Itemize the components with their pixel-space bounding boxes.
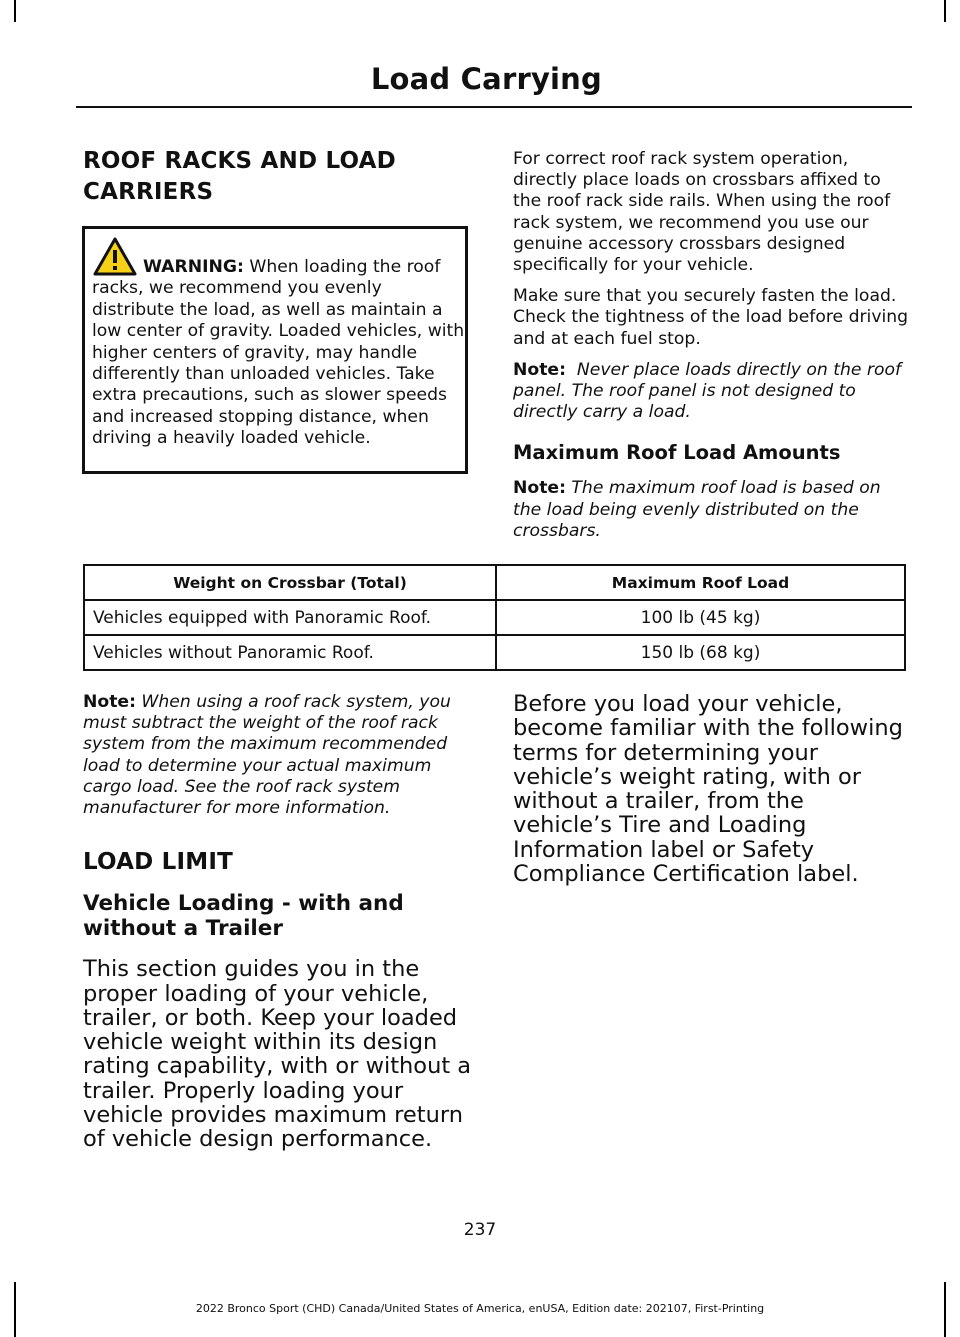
crop-mark-top-right bbox=[944, 0, 946, 22]
table-cell: Vehicles without Panoramic Roof. bbox=[84, 635, 496, 670]
note-label: Note: bbox=[83, 692, 136, 712]
paragraph-weight-terms: Before you load your vehicle, become familiar with the following terms for determining your vehicle’s weight rating, with or without a trailer, from the vehicle’s Tire and Loading Information label or Safety Compliance Certification label. bbox=[513, 691, 903, 888]
table-cell: 150 lb (68 kg) bbox=[496, 635, 905, 670]
table-cell: Vehicles equipped with Panoramic Roof. bbox=[84, 600, 496, 635]
note-text: The maximum roof load is based on the load being evenly distributed on the crossbars. bbox=[513, 478, 881, 541]
lower-right-column bbox=[513, 692, 909, 886]
subheading-max-roof-load: Maximum Roof Load Amounts bbox=[513, 441, 841, 465]
paragraph-fasten-load: Make sure that you securely fasten the load. Check the tightness of the load before driving and at each fuel stop. bbox=[513, 286, 909, 349]
warning-box bbox=[82, 226, 468, 474]
right-column-roof-racks bbox=[513, 149, 909, 542]
warning-label: WARNING: bbox=[143, 257, 244, 277]
warning-text bbox=[92, 257, 468, 450]
paragraph-crossbars: For correct roof rack system operation, directly place loads on crossbars affixed to the roof rack side rails. When using the roof rack system, we recommend you use our genuine accessory crossbars designed specifically for your vehicle. bbox=[513, 149, 891, 276]
table-header-row bbox=[84, 565, 905, 600]
note-roof-rack-weight bbox=[83, 692, 475, 819]
page-header-title: Load Carrying bbox=[370, 62, 602, 96]
section-heading-roof-racks bbox=[83, 146, 473, 208]
subheading-vehicle-loading: Vehicle Loading - with and without a Trailer bbox=[83, 891, 404, 941]
note-text: Never place loads directly on the roof panel. The roof panel is not designed to directly carry a load. bbox=[513, 359, 902, 423]
footer-edition: 2022 Bronco Sport (CHD) Canada/United States of America, enUSA, Edition date: 202107, First-Printing bbox=[195, 1302, 765, 1315]
table-header-max-load: Maximum Roof Load bbox=[496, 565, 905, 600]
note-max-roof-load bbox=[513, 478, 909, 542]
table-cell: 100 lb (45 kg) bbox=[496, 600, 905, 635]
note-label: Note: bbox=[513, 359, 566, 380]
table-header-weight: Weight on Crossbar (Total) bbox=[84, 565, 496, 600]
crop-mark-top-left bbox=[14, 0, 16, 22]
header-divider bbox=[76, 106, 912, 108]
lower-left-column bbox=[83, 692, 475, 1152]
table-row bbox=[84, 600, 905, 635]
heading-load-limit: LOAD LIMIT bbox=[83, 849, 234, 876]
roof-load-table bbox=[83, 564, 906, 671]
page-number: 237 bbox=[463, 1220, 497, 1240]
heading-line-1: ROOF RACKS AND LOAD bbox=[83, 148, 396, 174]
note-roof-panel bbox=[513, 360, 909, 424]
note-text: When using a roof rack system, you must subtract the weight of the roof rack system from the maximum recommended load to determine your actual maximum cargo load. See the roof rack system manufacturer for more information. bbox=[83, 692, 451, 819]
note-label: Note: bbox=[513, 478, 566, 499]
table-row bbox=[84, 635, 905, 670]
heading-line-2: CARRIERS bbox=[83, 179, 214, 205]
warning-body: When loading the roof racks, we recommend you evenly distribute the load, as well as maintain a low center of gravity. Loaded vehicles, with higher centers of gravity, may handle differently than unloaded vehicles. Take extra precautions, such as slower speeds and increased stopping distance, when driving a heavily loaded vehicle. bbox=[92, 257, 465, 449]
paragraph-loading-guide: This section guides you in the proper loading of your vehicle, trailer, or both. Keep your loaded vehicle weight within its design rating capability, with or without a trailer. Properly loading your vehicle provides maximum return of vehicle design performance. bbox=[83, 956, 472, 1153]
